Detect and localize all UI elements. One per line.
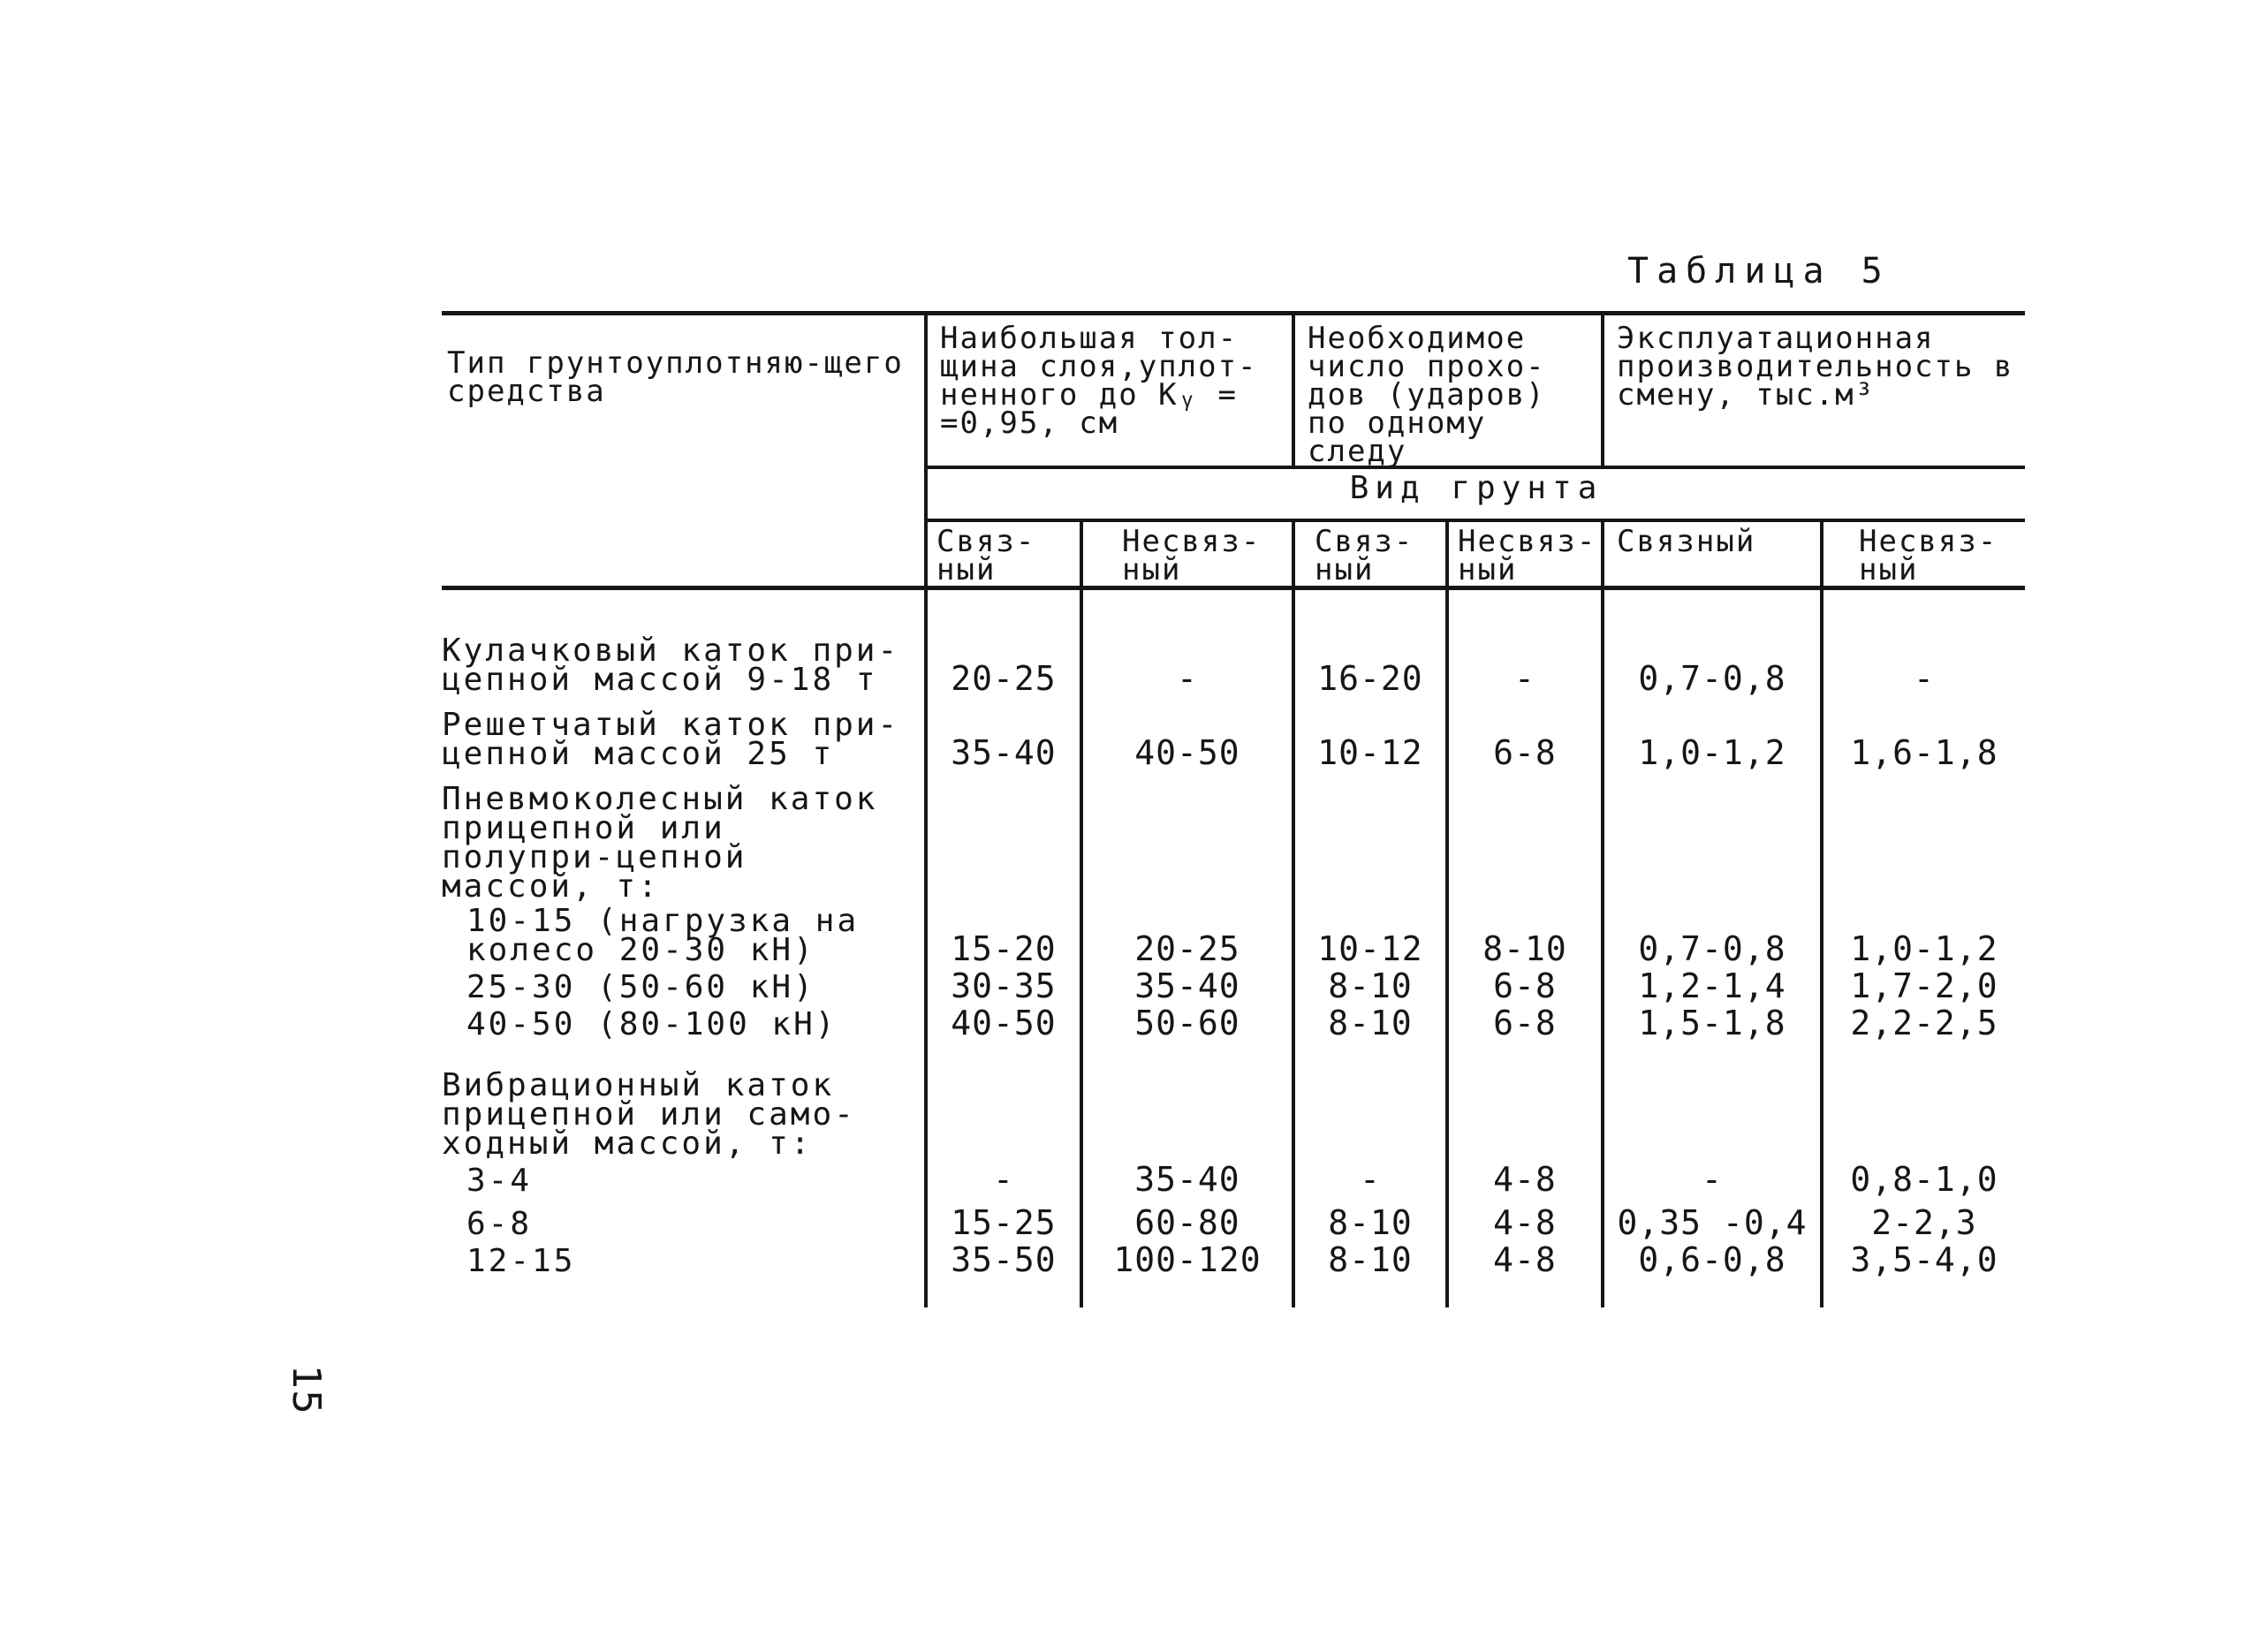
header-passes-noncohesive: Несвяз-ный — [1447, 520, 1603, 588]
header-passes: Необходимое число прохо-дов (ударов) по одному следу — [1293, 314, 1603, 468]
cell-passes-noncohesive: 4-8 — [1447, 1201, 1603, 1244]
header-soil-type: Вид грунта — [926, 467, 2025, 520]
cell-thickness-noncohesive: 100-120 — [1081, 1244, 1293, 1307]
cell-thickness-cohesive: - — [926, 1163, 1081, 1201]
cell-productivity-noncohesive: - — [1822, 588, 2025, 701]
header-productivity-cohesive: Связный — [1603, 520, 1822, 588]
table-row — [442, 588, 2025, 701]
cell-productivity-noncohesive — [1822, 774, 2025, 906]
header-thickness-noncohesive: Несвяз-ный — [1081, 520, 1293, 588]
cell-passes-noncohesive: 6-8 — [1447, 970, 1603, 1007]
cell-productivity-noncohesive — [1822, 1044, 2025, 1163]
header-thickness-cohesive: Связ-ный — [926, 520, 1081, 588]
cell-thickness-cohesive: 40-50 — [926, 1007, 1081, 1044]
row-label: 6-8 — [466, 1206, 533, 1242]
cell-productivity-cohesive: 1,0-1,2 — [1603, 700, 1822, 774]
cell-thickness-noncohesive: 40-50 — [1081, 700, 1293, 774]
cell-thickness-cohesive — [926, 774, 1081, 906]
cell-productivity-noncohesive: 0,8-1,0 — [1822, 1163, 2025, 1201]
cell-passes-cohesive: 10-12 — [1293, 906, 1447, 970]
cell-thickness-noncohesive: 35-40 — [1081, 970, 1293, 1007]
table-row — [442, 1201, 2025, 1244]
cell-passes-cohesive — [1293, 1044, 1447, 1163]
cell-productivity-noncohesive: 2-2,3 — [1822, 1201, 2025, 1244]
header-productivity-noncohesive: Несвяз-ный — [1822, 520, 2025, 588]
cell-thickness-cohesive: 30-35 — [926, 970, 1081, 1007]
cell-productivity-cohesive: 1,5-1,8 — [1603, 1007, 1822, 1044]
row-label: Пневмоколесный каток прицепной или полупри-цепной массой, т: — [442, 781, 878, 905]
table-row — [442, 1007, 2025, 1044]
cell-thickness-noncohesive — [1081, 1044, 1293, 1163]
cell-thickness-noncohesive: 60-80 — [1081, 1201, 1293, 1244]
table-row — [442, 774, 2025, 906]
cell-passes-cohesive: 8-10 — [1293, 1244, 1447, 1307]
cell-productivity-cohesive: 0,6-0,8 — [1603, 1244, 1822, 1307]
table-row — [442, 1044, 2025, 1163]
cell-passes-noncohesive: 4-8 — [1447, 1163, 1603, 1201]
cell-productivity-cohesive: 0,7-0,8 — [1603, 588, 1822, 701]
table-row — [442, 700, 2025, 774]
cell-thickness-noncohesive — [1081, 774, 1293, 906]
table-row — [442, 1244, 2025, 1307]
cell-productivity-cohesive — [1603, 1044, 1822, 1163]
table-title: Таблица 5 — [1627, 251, 1891, 292]
cell-passes-cohesive — [1293, 774, 1447, 906]
cell-passes-noncohesive — [1447, 1044, 1603, 1163]
cell-passes-noncohesive — [1447, 774, 1603, 906]
row-label: 3-4 — [466, 1163, 533, 1199]
cell-passes-noncohesive: 4-8 — [1447, 1244, 1603, 1307]
cell-productivity-noncohesive: 1,7-2,0 — [1822, 970, 2025, 1007]
cell-productivity-noncohesive: 2,2-2,5 — [1822, 1007, 2025, 1044]
cell-thickness-cohesive: 15-25 — [926, 1201, 1081, 1244]
cell-passes-noncohesive: 8-10 — [1447, 906, 1603, 970]
data-table — [442, 311, 2025, 1307]
cell-passes-noncohesive: 6-8 — [1447, 700, 1603, 774]
cell-productivity-noncohesive: 1,6-1,8 — [1822, 700, 2025, 774]
row-label: Вибрационный каток прицепной или само-ходный массой, т: — [442, 1067, 856, 1162]
cell-thickness-cohesive: 35-40 — [926, 700, 1081, 774]
cell-productivity-cohesive: 0,7-0,8 — [1603, 906, 1822, 970]
cell-productivity-cohesive: 0,35 -0,4 — [1603, 1201, 1822, 1244]
cell-thickness-noncohesive: 35-40 — [1081, 1163, 1293, 1201]
cell-passes-cohesive: 8-10 — [1293, 1201, 1447, 1244]
cell-thickness-cohesive: 35-50 — [926, 1244, 1081, 1307]
cell-productivity-noncohesive: 3,5-4,0 — [1822, 1244, 2025, 1307]
cell-passes-cohesive: 16-20 — [1293, 588, 1447, 701]
cell-thickness-noncohesive: 50-60 — [1081, 1007, 1293, 1044]
cell-passes-noncohesive: - — [1447, 588, 1603, 701]
table-row — [442, 970, 2025, 1007]
table-body — [442, 588, 2025, 1308]
cell-thickness-noncohesive: - — [1081, 588, 1293, 701]
row-label: 40-50 (80-100 кН) — [466, 1006, 838, 1042]
row-label: 12-15 — [466, 1243, 576, 1279]
page-number: 15 — [284, 1365, 329, 1414]
table-row — [442, 906, 2025, 970]
cell-thickness-cohesive: 20-25 — [926, 588, 1081, 701]
row-label: Кулачковый каток при-цепной массой 9-18 т — [442, 633, 900, 698]
cell-productivity-noncohesive: 1,0-1,2 — [1822, 906, 2025, 970]
cell-thickness-noncohesive: 20-25 — [1081, 906, 1293, 970]
header-type: Тип грунтоуплотняю-щего средства — [442, 314, 926, 588]
cell-passes-cohesive: 10-12 — [1293, 700, 1447, 774]
cell-passes-cohesive: - — [1293, 1163, 1447, 1201]
header-passes-cohesive: Связ-ный — [1293, 520, 1447, 588]
row-label: Решетчатый каток при-цепной массой 25 т — [442, 707, 900, 772]
header-productivity: Эксплуатационная производительность в смену, тыс.м³ — [1603, 314, 2025, 468]
row-label: 10-15 (нагрузка на колесо 20-30 кН) — [466, 903, 860, 968]
cell-thickness-cohesive: 15-20 — [926, 906, 1081, 970]
cell-productivity-cohesive — [1603, 774, 1822, 906]
header-thickness: Наибольшая тол-щина слоя,уплот-ненного до Kᵧ = =0,95, см — [926, 314, 1293, 468]
cell-thickness-cohesive — [926, 1044, 1081, 1163]
row-label: 25-30 (50-60 кН) — [466, 969, 815, 1005]
table-row — [442, 1163, 2025, 1201]
cell-passes-noncohesive: 6-8 — [1447, 1007, 1603, 1044]
cell-passes-cohesive: 8-10 — [1293, 1007, 1447, 1044]
cell-productivity-cohesive: 1,2-1,4 — [1603, 970, 1822, 1007]
cell-productivity-cohesive: - — [1603, 1163, 1822, 1201]
cell-passes-cohesive: 8-10 — [1293, 970, 1447, 1007]
